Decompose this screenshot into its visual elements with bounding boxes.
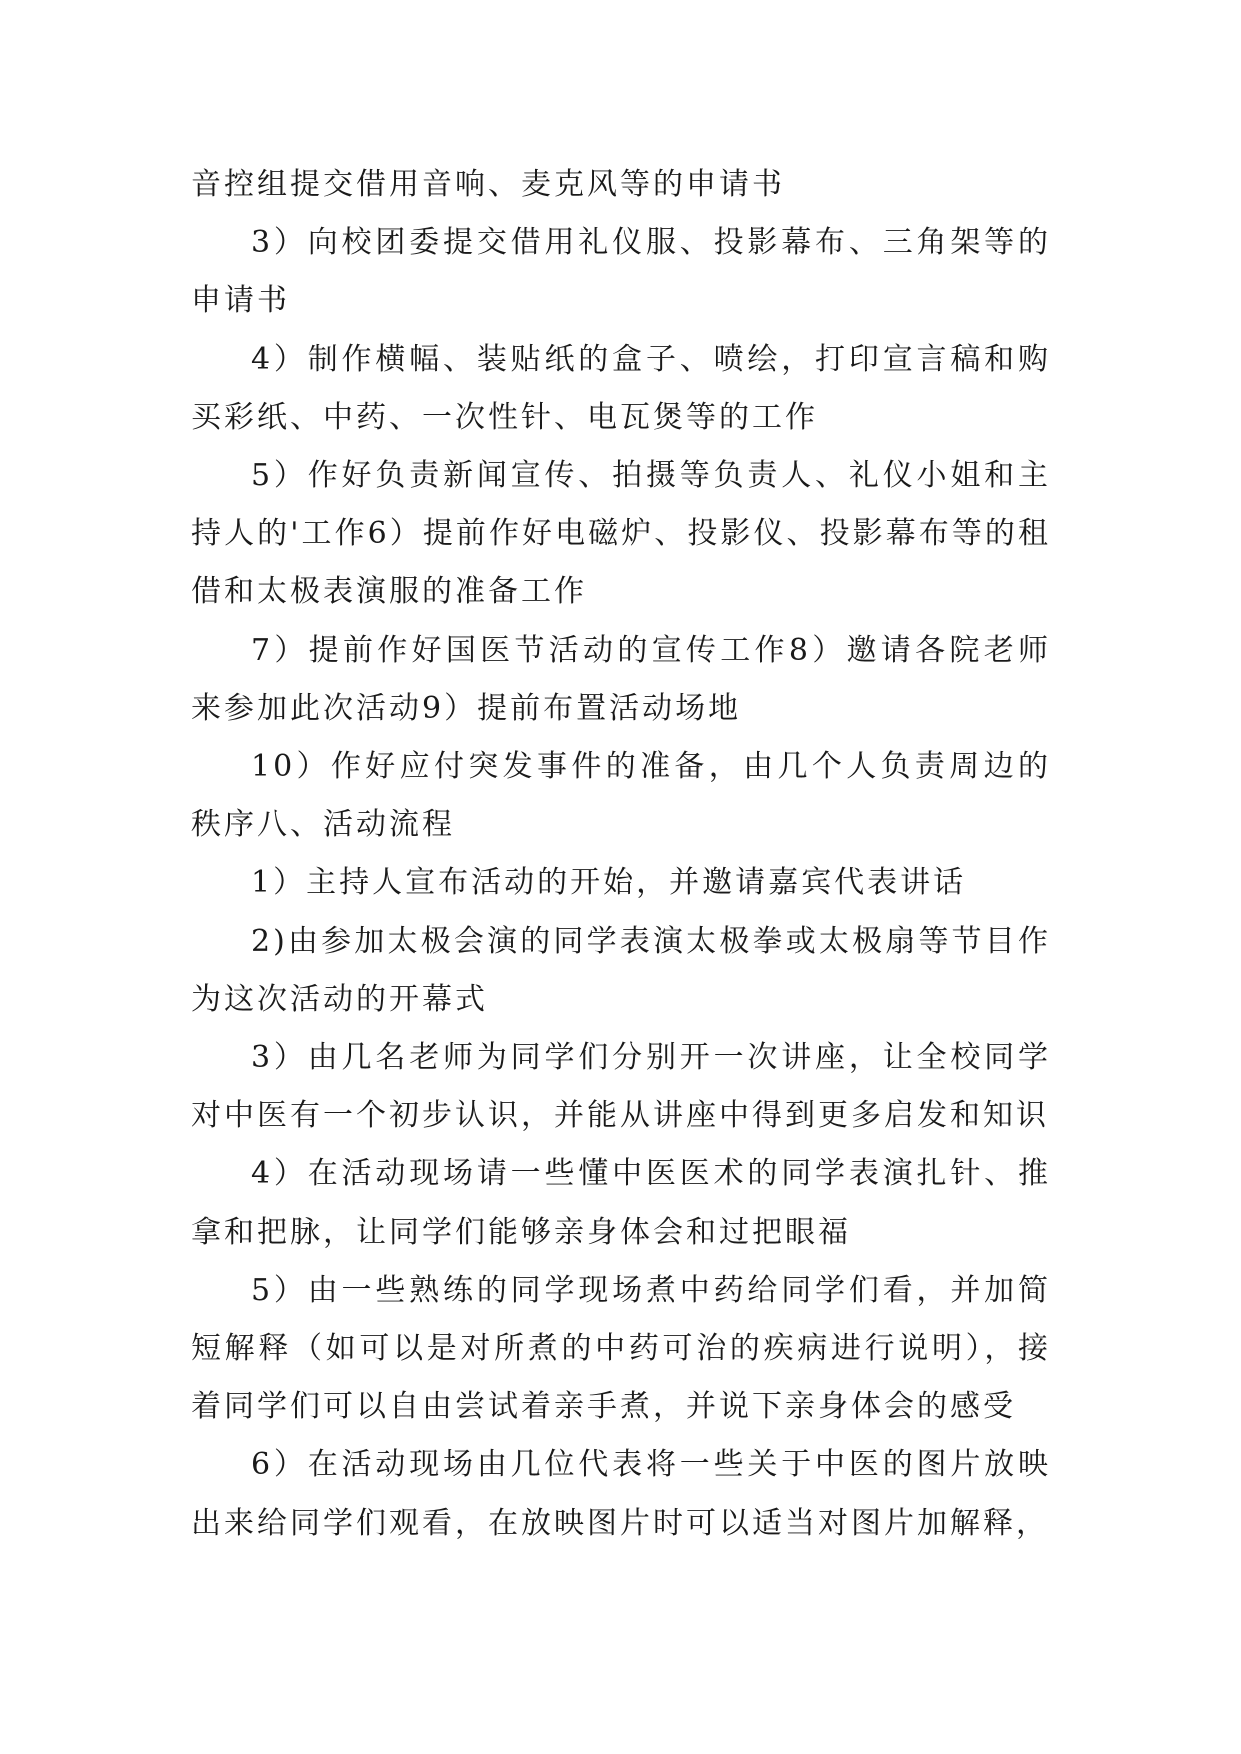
paragraph-step-5-6: 5）作好负责新闻宣传、拍摄等负责人、礼仪小姐和主持人的'工作6）提前作好电磁炉、投影仪、投影幕布等的租借和太极表演服的准备工作 [191,458,1051,610]
paragraph-step-3: 3）向校团委提交借用礼仪服、投影幕布、三角架等的申请书 [191,225,1051,319]
paragraph-step-10: 10）作好应付突发事件的准备，由几个人负责周边的秩序八、活动流程 [191,749,1051,843]
paragraph-flow-3: 3）由几名老师为同学们分别开一次讲座，让全校同学对中医有一个初步认识，并能从讲座中得到更多启发和知识 [191,1040,1051,1134]
paragraph-flow-1: 1）主持人宣布活动的开始，并邀请嘉宾代表讲话 [251,865,967,901]
paragraph-step-7-9: 7）提前作好国医节活动的宣传工作8）邀请各院老师来参加此次活动9）提前布置活动场地 [191,632,1051,726]
paragraph-flow-5: 5）由一些熟练的同学现场煮中药给同学们看，并加简短解释（如可以是对所煮的中药可治的疾病进行说明），接着同学们可以自由尝试着亲手煮，并说下亲身体会的感受 [191,1272,1051,1425]
paragraph-flow-6: 6）在活动现场由几位代表将一些关于中医的图片放映出来给同学们观看，在放映图片时可以适当对图片加解释， [191,1447,1051,1541]
document-body [191,156,1051,1553]
paragraph-flow-2: 2)由参加太极会演的同学表演太极拳或太极扇等节目作为这次活动的开幕式 [191,923,1051,1017]
paragraph-flow-4: 4）在活动现场请一些懂中医医术的同学表演扎针、推拿和把脉，让同学们能够亲身体会和过把眼福 [191,1156,1051,1250]
paragraph-continuation: 音控组提交借用音响、麦克风等的申请书 [191,167,785,202]
paragraph-step-4: 4）制作横幅、装贴纸的盒子、喷绘，打印宣言稿和购买彩纸、中药、一次性针、电瓦煲等的工作 [191,341,1051,435]
